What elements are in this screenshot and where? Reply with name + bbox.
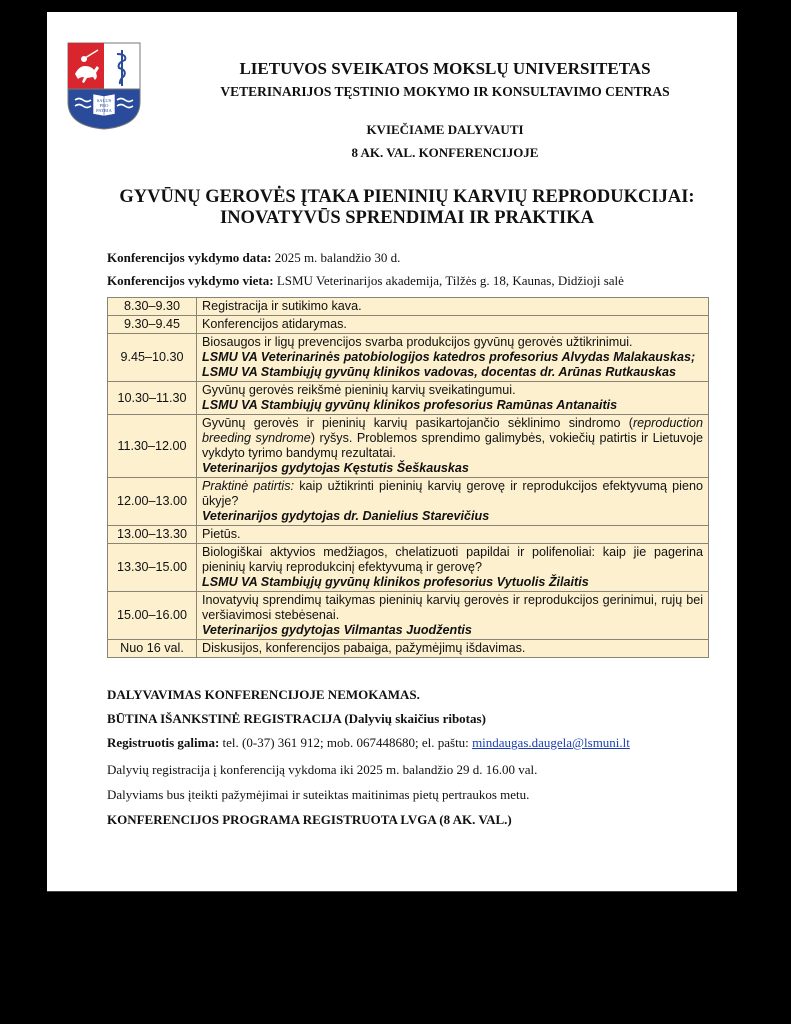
- program-row: [108, 382, 709, 415]
- program-row: [108, 640, 709, 658]
- speaker: Veterinarijos gydytojas Vilmantas Juodžentis: [202, 623, 472, 637]
- logo-motto-1: SALUS: [96, 98, 112, 103]
- topic-text: Gyvūnų gerovės ir pieninių karvių pasikartojančio sėklinimo sindromo (: [202, 416, 633, 430]
- email-link[interactable]: mindaugas.daugela@lsmuni.lt: [472, 735, 630, 750]
- program-topic: [197, 640, 709, 658]
- topic-text: Biosaugos ir ligų prevencijos svarba produkcijos gyvūnų gerovės užtikrinimui.: [202, 335, 633, 349]
- speaker: Veterinarijos gydytojas Kęstutis Šeškauskas: [202, 461, 469, 475]
- speaker: Veterinarijos gydytojas dr. Danielius Starevičius: [202, 509, 490, 523]
- program-time: 12.00–13.00: [108, 478, 197, 526]
- program-table: [107, 297, 709, 658]
- program-time: 8.30–9.30: [108, 298, 197, 316]
- topic-text: Biologiškai aktyvios medžiagos, chelatizuoti papildai ir polifenoliai: kaip jie pagerina pieninių karvių reprodukcinį efektyvumą ir gerovę?: [202, 545, 703, 574]
- document-page: [47, 12, 737, 892]
- program-topic: [197, 334, 709, 382]
- program-row: [108, 544, 709, 592]
- title-line-2: INOVATYVŪS SPRENDIMAI IR PRAKTIKA: [220, 208, 594, 228]
- hours-heading: 8 AK. VAL. KONFERENCIJOJE: [351, 145, 539, 160]
- topic-text: Registracija ir sutikimo kava.: [202, 299, 362, 313]
- conference-place: [107, 273, 624, 289]
- program-time: 10.30–11.30: [108, 382, 197, 415]
- registration-required: BŪTINA IŠANKSTINĖ REGISTRACIJA (Dalyvių skaičius ribotas): [107, 711, 486, 726]
- program-topic: [197, 382, 709, 415]
- program-row: [108, 592, 709, 640]
- topic-text: ) ryšys. Problemos sprendimo galimybės, vokiečių patirtis ir Lietuvoje vykdyto tyrimo bandymų rezultatai.: [202, 431, 703, 460]
- program-row: [108, 316, 709, 334]
- topic-text-italic: reproduction breeding syndrome: [202, 416, 703, 445]
- program-row: [108, 526, 709, 544]
- place-label: Konferencijos vykdymo vieta:: [107, 273, 274, 288]
- program-time: 9.45–10.30: [108, 334, 197, 382]
- program-row: [108, 298, 709, 316]
- program-topic: [197, 478, 709, 526]
- logo-red-field: [68, 43, 104, 89]
- free-participation: DALYVAVIMAS KONFERENCIJOJE NEMOKAMAS.: [107, 687, 420, 702]
- lsmu-logo: [67, 42, 141, 130]
- logo-motto-2: PRO: [99, 103, 109, 108]
- program-row: [108, 478, 709, 526]
- topic-text: Inovatyvių sprendimų taikymas pieninių karvių gerovės ir reprodukcijos gerinimui, rujų bei veršiavimosi stebėsenai.: [202, 593, 703, 622]
- topic-text: Gyvūnų gerovės reikšmė pieninių karvių sveikatingumui.: [202, 383, 516, 397]
- topic-text: Pietūs.: [202, 527, 241, 541]
- center-name: VETERINARIJOS TĘSTINIO MOKYMO IR KONSULTAVIMO CENTRAS: [220, 84, 670, 99]
- title-line-1: GYVŪNŲ GEROVĖS ĮTAKA PIENINIŲ KARVIŲ REPRODUKCIJAI:: [119, 187, 695, 207]
- program-time: 13.00–13.30: [108, 526, 197, 544]
- topic-text-italic: Praktinė patirtis:: [202, 479, 295, 493]
- program-topic: [197, 526, 709, 544]
- program-topic: [197, 415, 709, 478]
- program-time: Nuo 16 val.: [108, 640, 197, 658]
- speaker: LSMU VA Veterinarinės patobiologijos katedros profesorius Alvydas Malakauskas;: [202, 350, 696, 364]
- program-topic: [197, 592, 709, 640]
- logo-motto-3: PATRIA: [96, 108, 112, 113]
- date-label: Konferencijos vykdymo data:: [107, 250, 272, 265]
- program-row: [108, 334, 709, 382]
- topic-text: Diskusijos, konferencijos pabaiga, pažymėjimų išdavimas.: [202, 641, 526, 655]
- registration-deadline: Dalyvių registracija į konferenciją vykdoma iki 2025 m. balandžio 29 d. 16.00 val.: [107, 762, 538, 777]
- conference-date: [107, 250, 400, 266]
- program-topic: [197, 298, 709, 316]
- topic-text: Konferencijos atidarymas.: [202, 317, 347, 331]
- speaker: LSMU VA Stambiųjų gyvūnų klinikos vadovas, docentas dr. Arūnas Rutkauskas: [202, 365, 677, 379]
- invite-heading: KVIEČIAME DALYVAUTI: [366, 122, 524, 137]
- contact-label: Registruotis galima:: [107, 735, 220, 750]
- speaker: LSMU VA Stambiųjų gyvūnų klinikos profesorius Ramūnas Antanaitis: [202, 398, 618, 412]
- program-time: 13.30–15.00: [108, 544, 197, 592]
- lvga-registration: KONFERENCIJOS PROGRAMA REGISTRUOTA LVGA (8 AK. VAL.): [107, 812, 512, 827]
- contact-value: tel. (0-37) 361 912; mob. 067448680; el. paštu:: [219, 735, 473, 750]
- speaker: LSMU VA Stambiųjų gyvūnų klinikos profesorius Vytuolis Žilaitis: [202, 575, 589, 589]
- conference-title: [87, 187, 727, 229]
- program-time: 15.00–16.00: [108, 592, 197, 640]
- registration-contact: [107, 735, 630, 751]
- program-row: [108, 415, 709, 478]
- certificates-note: Dalyviams bus įteikti pažymėjimai ir suteiktas maitinimas pietų pertraukos metu.: [107, 787, 530, 802]
- program-time: 9.30–9.45: [108, 316, 197, 334]
- topic-text: kaip užtikrinti pieninių karvių gerovę ir reprodukcijos efektyvumą pieno ūkyje?: [202, 479, 703, 508]
- program-time: 11.30–12.00: [108, 415, 197, 478]
- program-topic: [197, 316, 709, 334]
- place-value: LSMU Veterinarijos akademija, Tilžės g. 18, Kaunas, Didžioji salė: [273, 273, 624, 288]
- date-value: 2025 m. balandžio 30 d.: [271, 250, 401, 265]
- program-topic: [197, 544, 709, 592]
- university-name: LIETUVOS SVEIKATOS MOKSLŲ UNIVERSITETAS: [239, 59, 651, 78]
